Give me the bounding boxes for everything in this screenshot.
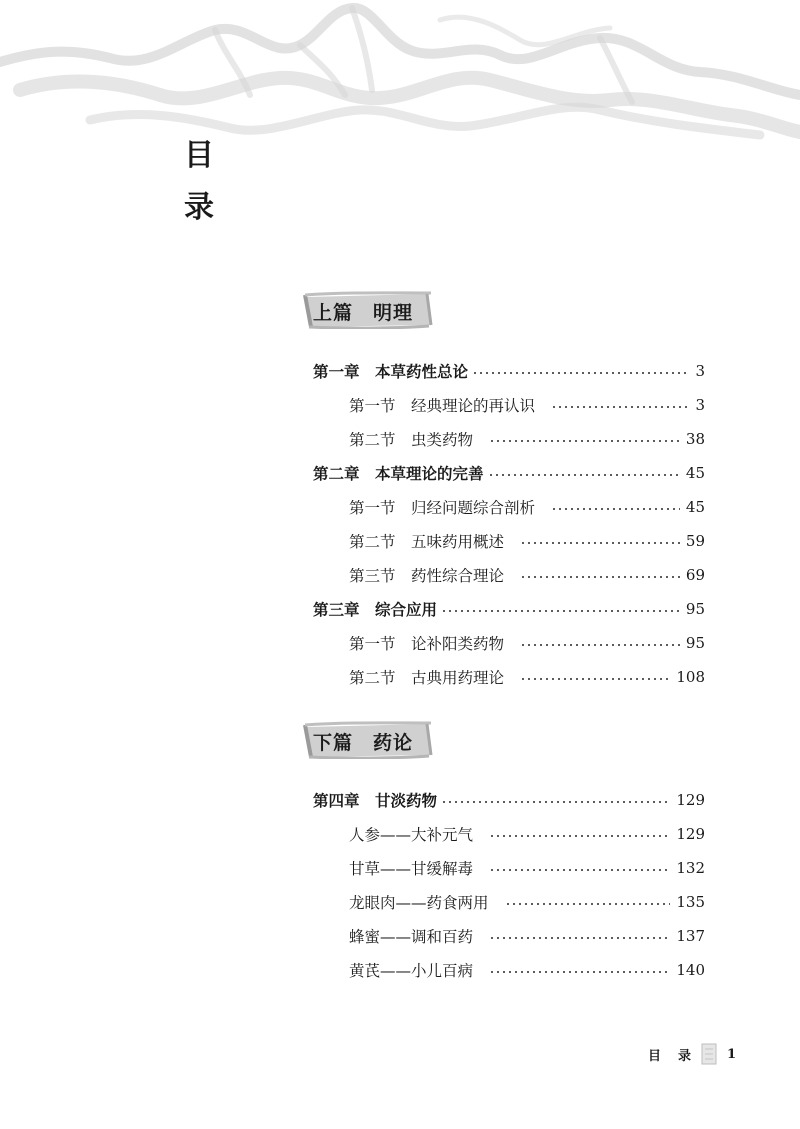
toc-entry-section[interactable] <box>313 388 705 422</box>
dot-leader <box>472 372 689 374</box>
toc-entry-section[interactable] <box>313 626 705 660</box>
dot-leader <box>441 610 680 612</box>
toc-entry-title: 黄芪——小儿百病 <box>349 962 474 980</box>
dot-leader <box>551 406 689 408</box>
section-header-part-2 <box>303 721 433 759</box>
toc-entry-herb[interactable] <box>313 851 705 885</box>
toc-entry-page: 59 <box>685 532 705 550</box>
footer-seal-icon <box>701 1043 717 1065</box>
dot-leader <box>520 542 680 544</box>
toc-entry-chapter-2[interactable] <box>313 456 705 490</box>
dot-leader <box>489 937 670 939</box>
dot-leader <box>520 644 680 646</box>
toc-entry-section[interactable] <box>313 660 705 694</box>
toc-entry-page: 38 <box>685 430 705 448</box>
footer-label: 目 录 <box>648 1048 694 1064</box>
toc-entry-chapter-3[interactable] <box>313 592 705 626</box>
toc-entry-page: 95 <box>685 634 705 652</box>
dot-leader <box>520 576 680 578</box>
toc-entry-title: 人参——大补元气 <box>349 826 474 844</box>
toc-entry-page: 129 <box>676 825 705 843</box>
toc-entry-herb[interactable] <box>313 953 705 987</box>
toc-entry-title: 第二节 古典用药理论 <box>349 669 505 687</box>
toc-entry-chapter-1[interactable] <box>313 354 705 388</box>
toc-entry-page: 45 <box>685 498 705 516</box>
toc-entry-page: 129 <box>676 791 705 809</box>
page-title-char-1: 目 <box>184 138 214 173</box>
toc-entry-title: 第三章 综合应用 <box>313 601 438 619</box>
footer-page-number: 1 <box>727 1046 737 1062</box>
toc-entry-page: 108 <box>676 668 705 686</box>
toc-entry-title: 第一节 归经问题综合剖析 <box>349 499 536 517</box>
section-header-part-1 <box>303 291 433 329</box>
toc-entry-title: 第三节 药性综合理论 <box>349 567 505 585</box>
dot-leader <box>489 869 670 871</box>
section-title: 下篇 药论 <box>313 732 414 754</box>
toc-entry-section[interactable] <box>313 422 705 456</box>
toc-entry-page: 132 <box>676 859 705 877</box>
toc-entry-page: 3 <box>695 362 705 380</box>
dot-leader <box>441 801 670 803</box>
dot-leader <box>489 440 680 442</box>
toc-entry-section[interactable] <box>313 558 705 592</box>
page-footer <box>648 1042 758 1066</box>
toc-entry-title: 龙眼肉——药食两用 <box>349 894 489 912</box>
toc-entry-title: 第四章 甘淡药物 <box>313 792 438 810</box>
toc-entry-title: 第二节 虫类药物 <box>349 431 474 449</box>
toc-entry-section[interactable] <box>313 524 705 558</box>
toc-entry-title: 蜂蜜——调和百药 <box>349 928 474 946</box>
toc-entry-title: 第二节 五味药用概述 <box>349 533 505 551</box>
toc-entry-title: 第一节 论补阳类药物 <box>349 635 505 653</box>
dot-leader <box>520 678 670 680</box>
toc-entry-title: 第一节 经典理论的再认识 <box>349 397 536 415</box>
toc-entry-herb[interactable] <box>313 919 705 953</box>
dot-leader <box>505 903 671 905</box>
page-title-char-2: 录 <box>184 190 214 225</box>
dot-leader <box>489 971 670 973</box>
toc-entry-title: 甘草——甘缓解毒 <box>349 860 474 878</box>
section-title: 上篇 明理 <box>313 302 414 324</box>
toc-entry-page: 135 <box>676 893 705 911</box>
toc-entry-chapter-4[interactable] <box>313 783 705 817</box>
mountain-header-illustration <box>0 0 800 150</box>
toc-list-part-2 <box>313 783 705 987</box>
toc-entry-page: 137 <box>676 927 705 945</box>
toc-entry-title: 第一章 本草药性总论 <box>313 363 469 381</box>
toc-entry-title: 第二章 本草理论的完善 <box>313 465 484 483</box>
toc-entry-page: 3 <box>695 396 705 414</box>
page-title <box>182 130 216 234</box>
toc-entry-page: 45 <box>685 464 705 482</box>
toc-entry-section[interactable] <box>313 490 705 524</box>
dot-leader <box>489 835 670 837</box>
toc-entry-page: 140 <box>676 961 705 979</box>
toc-list-part-1 <box>313 354 705 694</box>
toc-entry-herb[interactable] <box>313 817 705 851</box>
toc-entry-herb[interactable] <box>313 885 705 919</box>
toc-entry-page: 69 <box>685 566 705 584</box>
dot-leader <box>551 508 680 510</box>
toc-entry-page: 95 <box>685 600 705 618</box>
dot-leader <box>488 474 680 476</box>
